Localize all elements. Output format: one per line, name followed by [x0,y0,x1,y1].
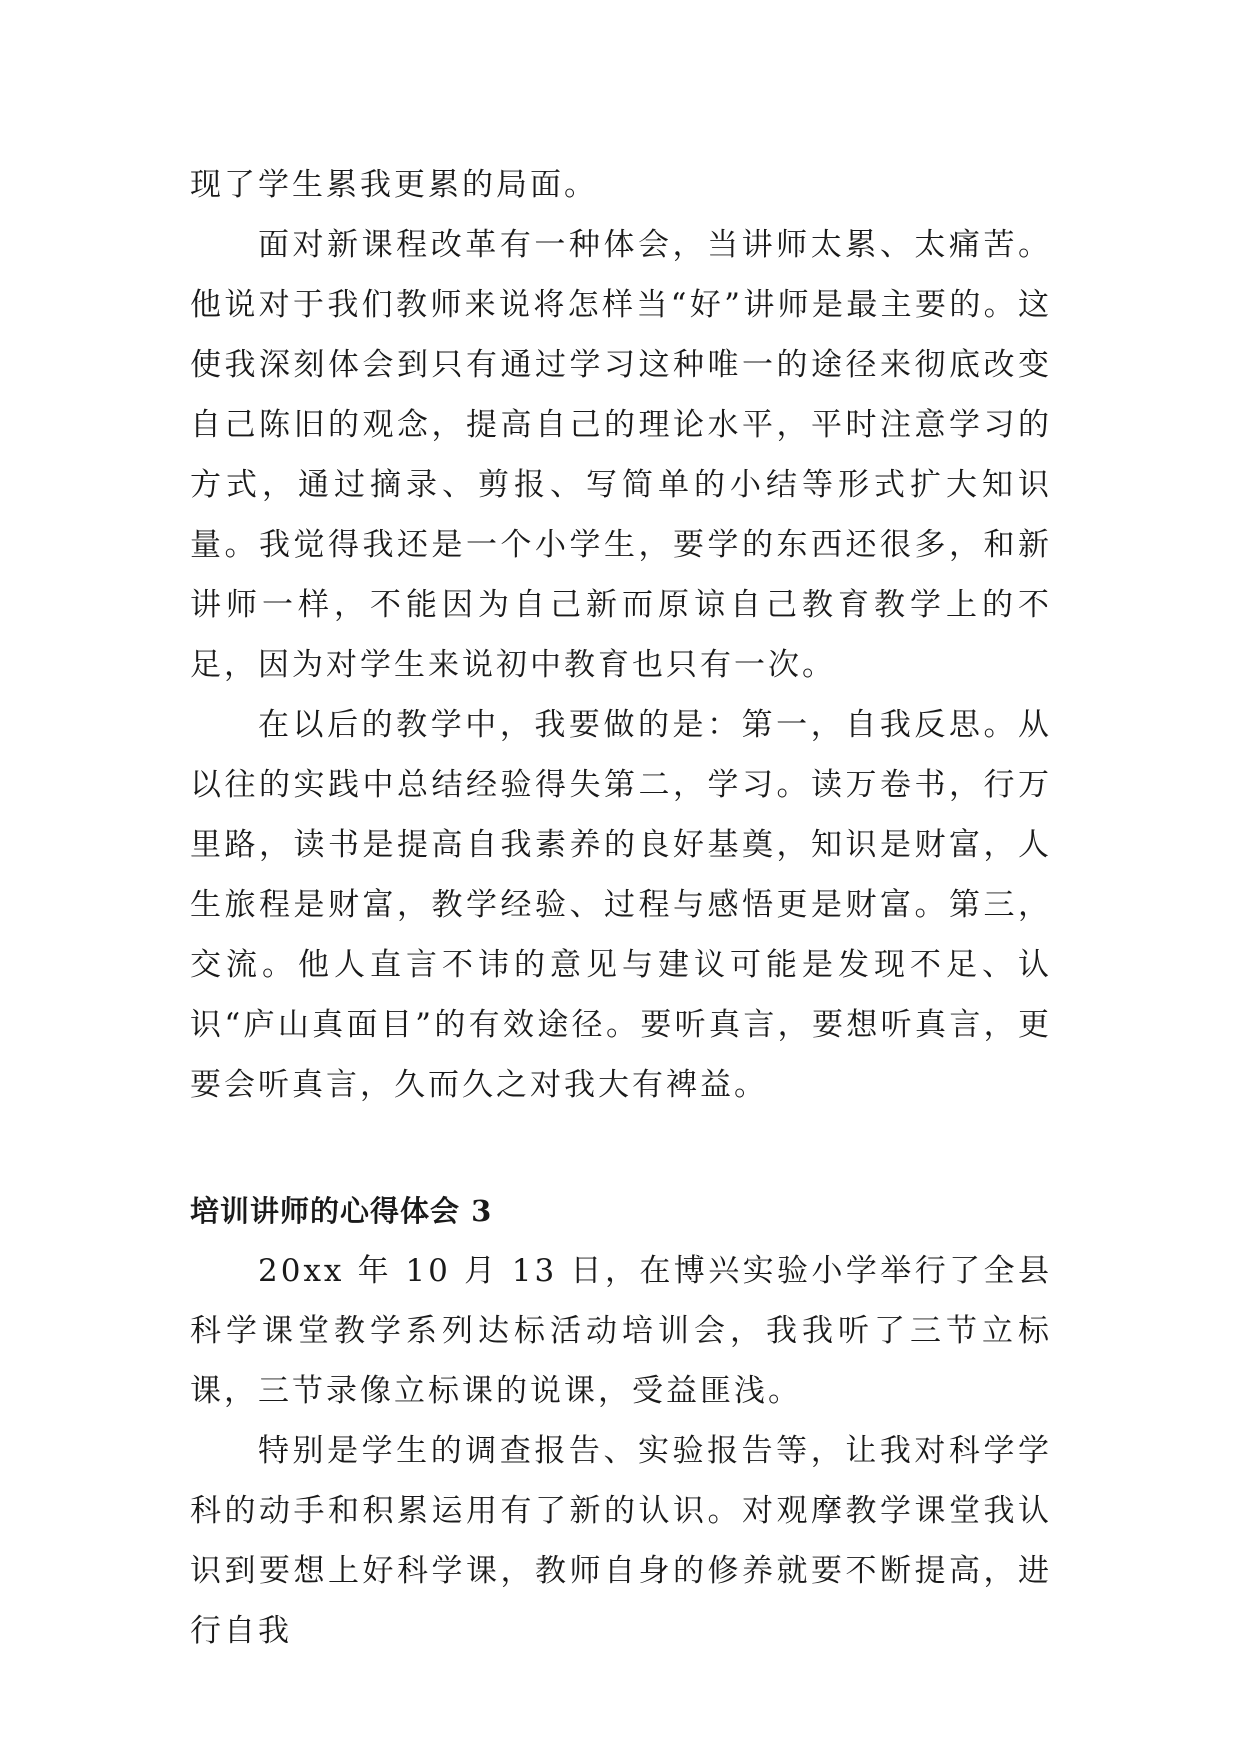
paragraph-reflection: 面对新课程改革有一种体会，当讲师太累、太痛苦。他说对于我们教师来说将怎样当“好”讲师是最主要的。这使我深刻体会到只有通过学习这种唯一的途径来彻底改变自己陈旧的观念，提高自己的理论水平，平时注意学习的方式，通过摘录、剪报、写简单的小结等形式扩大知识量。我觉得我还是一个小学生，要学的东西还很多，和新讲师一样，不能因为自己新而原谅自己教育教学上的不足，因为对学生来说初中教育也只有一次。 [190,227,1052,683]
paragraph-training-event: 20xx 年 10 月 13 日，在博兴实验小学举行了全县科学课堂教学系列达标活动培训会，我我听了三节立标课，三节录像立标课的说课，受益匪浅。 [190,1253,1052,1409]
paragraph-continuation: 现了学生累我更累的局面。 [190,167,598,203]
section-heading: 培训讲师的心得体会 3 [190,1194,493,1228]
paragraph-future-plan: 在以后的教学中，我要做的是：第一，自我反思。从以往的实践中总结经验得失第二，学习。读万卷书，行万里路，读书是提高自我素养的良好基奠，知识是财富，人生旅程是财富，教学经验、过程与感悟更是财富。第三，交流。他人直言不讳的意见与建议可能是发现不足、认识“庐山真面目”的有效途径。要听真言，要想听真言，更要会听真言，久而久之对我大有裨益。 [190,707,1052,1103]
paragraph-observation: 特别是学生的调查报告、实验报告等，让我对科学学科的动手和积累运用有了新的认识。对观摩教学课堂我认识到要想上好科学课，教师自身的修养就要不断提高，进行自我 [190,1433,1052,1649]
document-page [190,155,1052,1661]
